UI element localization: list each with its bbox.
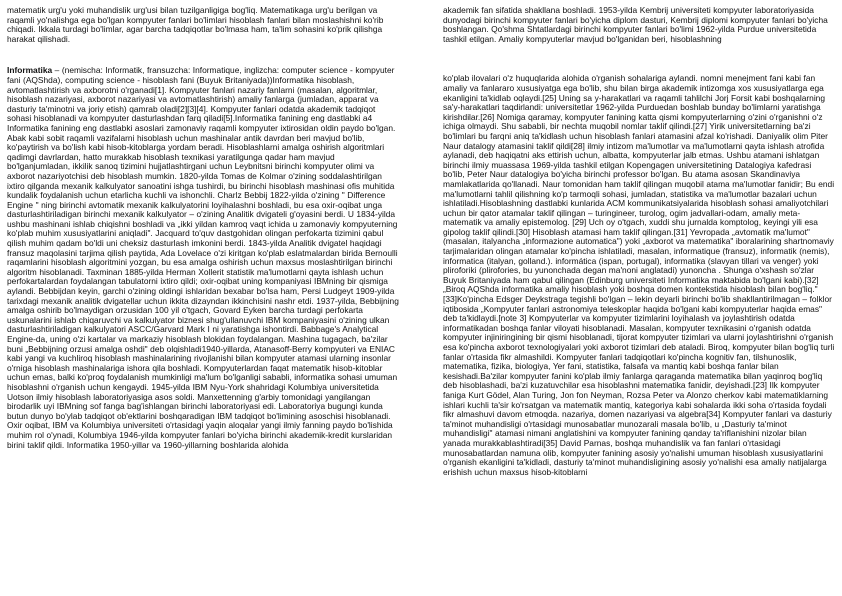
term-heading: Informatika — [7, 65, 53, 76]
right-column — [443, 6, 835, 477]
right-top-paragraph: akademik fan sifatida shakllana boshladi. 1953-yilda Kembrij universiteti kompyuter laboratoriyasida dunyodagi birinchi kompyuter fanlari bo'yicha diplom dasturi, Kembrij diplomi kompyuter fanlari bo'yicha boshlangan. Qo'shma Shtatlardagi birinchi kompyuter fanlari bo'limi 1962-yilda Purdue universitetida tashkil etilgan. Amaliy kompyuterlar mavjud bo'lganidan beri, hisoblashning — [443, 5, 828, 44]
paragraph-spacer — [443, 44, 835, 74]
intro-paragraph: matematik urg'u yoki muhandislik urg'usi bilan tuzilganligiga bog'liq. Matematikaga urg'u berilgan va raqamli yo'nalishga ega bo'lgan kompyuter fanlari bo'limlari hisoblash fanlari bilan moslashishni ko'rib chiqadi. Ikkala turdagi bo'limlar, agar barcha tadqiqotlar bo'lmasa ham, ta'lim sohasini ko'prik qilishga harakat qilishadi. — [7, 5, 384, 44]
paragraph-spacer — [7, 44, 399, 66]
informatika-body: – (nemischa: Informatik, fransuzcha: Informatique, inglizcha: computer science - kompyuter fani (AQShda), computing science - hisoblash fani (Buyuk Britaniyada))Informatika hisoblash, avtomatlashtirish va axborotni o'rganadi[1]. Kompyuter fanlari nazariy fanlarni (masalan, algoritmlar, hisoblash nazariyasi, axborot nazariyasi va avtomatlashtirish) amaliy fanlarga (jumladan, apparat va dasturiy ta'minotni va joriy etish) qamrab oladi[2][3][4]. Kompyuter fanlari odatda akademik tadqiqot sohasi hisoblanadi va kompyuter dasturlashdan farq qiladi[5].Informatika fanining eng dastlabki a4 Informatika fanining eng dastlabki asoslari zamonaviy raqamli kompyuter ixtirosidan oldin paydo bo'lgan. Abak kabi sobit raqamli vazifalarni hisoblash uchun mashinalar antik davrdan beri mavjud bo'lib, ko'paytirish va bo'lish kabi hisob-kitoblarga yordam beradi. Hisoblashlarni amalga oshirish algoritmlari qadimgi davrlardan, hatto murakkab hisoblash texnikasi yaratilgunga qadar ham mavjud bo'lganjumladan, ikkilik sanoq tizimini hujjatlashtirgani uchun Leybnitsni birinchi kompyuter olimi va axborot nazariyotchisi deb hisoblash mumkin. 1820-yilda Tomas de Kolmar o'zining soddalashtirilgan ixtiro qilganda mexanik kalkulyator sanoatini ishga tushirdi, bu birinchi hisoblash mashinasi ofis muhitida kundalik foydalanish uchun etarlicha kuchli va ishonchli. Charlz Bebbij 1822-yilda o'zining " Difference Engine " ning birinchi avtomatik mexanik kalkulyatorini loyihalashni boshladi, bu esa oxir-oqibat unga dasturlashtiriladigan birinchi mexanik kalkulyator – o'zining Analitik dvigateli g'oyasini berdi. U 1834-yilda ushbu mashinani ishlab chiqishni boshladi va „ikki yildan kamroq vaqt ichida u zamonaviy kompyuterning ko'plab muhim xususiyatlarini aniqladi". Jacquard to'quv dastgohidan olingan perfokarta tizimini qabul qilish muhim qadam bo'ldi uni cheksiz dasturlash imkonini berdi. 1843-yilda Analitik dvigatel haqidagi fransuz maqolasini tarjima qilish paytida, Ada Lovelace o'zi kiritgan ko'plab eslatmalardan birida Bernoulli raqamlarini hisoblash algoritmini yozgan, bu esa amalga oshirish uchun maxsus moslashtirilgan birinchi algoritm hisoblanadi. Taxminan 1885-yilda Herman Xollerit statistik ma'lumotlarni qayta ishlash uchun perfokartalardan foydalangan tabulatorni ixtiro qildi; oxir-oqibat uning kompaniyasi IBMning bir qismiga aylandi. Bebbijdan keyin, garchi o'zining oldingi ishlaridan bexabar bo'lsa ham, Persi Ludgeyt 1909-yilda tarixdagi mexanik analitik dvigatellar uchun ikkita dizayndan ikkinchisini nashr etdi. 1937-yilda, Bebbijning amalga oshirib bo'lmaydigan orzusidan 100 yil o'tgach, Govard Eyken barcha turdagi perfokarta uskunalarini ishlab chiqaruvchi va kalkulyator biznesi shug'ullanuvchi IBM kompaniyasini o'zining ulkan dasturlashtiriladigan kalkulyatori ASCC/Garvard Mark I ni yaratishga ishontirdi. Babbage's Analytical Engine-da, uning o'zi kartalar va markaziy hisoblash blokidan foydalangan. Mashina tugagach, ba'zilar buni „Bebbijning orzusi amalga oshdi" deb olqishladi1940-yillarda, Atanasoff-Berry kompyuteri va ENIAC kabi yangi va kuchliroq hisoblash mashinalarining rivojlanishi bilan kompyuter atamasi ularning insonlar o'rniga hisoblash mashinalariga ishora qila boshladi. Kompyuterlardan faqat matematik hisob-kitoblar uchun emas, balki ko'proq foydalanish mumkinligi ma'lum bo'lganligi sababli, informatika sohasi umuman hisoblashni o'rganish uchun kengaydi. 1945-yilda IBM Nyu-York shahridagi Kolumbiya universitetida Uotson ilmiy hisoblash laboratoriyasiga asos soldi. Manxettenning g'arbiy tomonidagi yangilangan birodarlik uyi IBMning sof fanga bag'ishlangan birinchi laboratoriyasi edi. Laboratoriya bugungi kunda butun dunyo bo'ylab tadqiqot ob'ektlarini boshqaradigan IBM tadqiqot bo'limining asoschisi hisoblanadi. Oxir oqibat, IBM va Kolumbiya universiteti o'rtasidagi yaqin aloqalar yangi ilmiy fanning paydo bo'lishida muhim rol o'ynadi, Kolumbiya 1946-yilda kompyuter fanlari bo'yicha birinchi akademik-kredit kurslaridan birini taklif qildi. Informatika 1950-yillar va 1960-yillarning boshlarida alohida — [7, 65, 399, 450]
informatika-paragraph — [7, 66, 399, 450]
right-main-paragraph: ko'plab ilovalari o'z huquqlarida alohida o'rganish sohalariga aylandi. nomni menejment fani kabi fan amaliy va fanlararo xususiyatga ega bo'lib, shu bilan birga akademik intizomga xos xususiyatlarga ega ekanligini ta'kidlab oqlaydi.[25] Uning sa y-harakatlari va raqamli tahlilchi Jorj Forsit kabi boshqalarning sa'y-harakatlari taqdirlandi: universitetlar 1962-yilda Purduedan boshlab bunday bo'limlarni yaratishga kirishdilar.[26] Nomiga qaramay, kompyuter fanining katta qismi kompyuterlarning o'zini o'rganishni o'z ichiga olmaydi. Shu sababli, bir nechta muqobil nomlar taklif qilindi.[27] Yirik universitetlarning ba'zi bo'limlari bu farqni aniq ta'kidlash uchun hisoblash fanlari atamasini afzal ko'rishadi. Daniyalik olim Piter Naur datalogy atamasini taklif qildi[28] ilmiy intizom ma'lumotlar va ma'lumotlarni qayta ishlash atrofida aylanadi, deb haqiqatni aks ettirish uchun, albatta, kompyuterlar jalb etmas. Ushbu atamani ishlatgan birinchi ilmiy muassasa 1969-yilda tashkil etilgan Kopengagen universitetining Datalogiya kafedrasi bo'lib, Peter Naur datalogiya bo'yicha birinchi professor bo'lgan. Bu atama asosan Skandinaviya mamlakatlarida qo'llanadi. Naur tomonidan ham taklif qilingan muqobil atama ma'lumotlar fanidir; Bu endi ma'lumotlarni tahlil qilishning ko'p tarmoqli sohasi, jumladan, statistika va ma'lumotlar bazalari uchun ishlatiladi.Hisoblashning dastlabki kunlarida ACM kommunikatsiyalarida hisoblash sohasi amaliyotchilari uchun bir qator atamalar taklif qilingan – turingineer, turolog, ogim jadvallari-odam, amaliy meta-matematik va amaliy epistemolog. [29] Uch oy o'tgach, xuddi shu jurnalda komptolog, keyingi yili esa gipolog taklif qilindi.[30] Hisoblash atamasi ham taklif qilingan.[31] Yevropada „avtomatik ma'lumot" (masalan, italyancha „informazione automatica") yoki „axborot va matematika" iboralarining shartnomaviy tarjimalaridan olingan atamalar ko'pincha ishlatiladi, masalan, informatique (fransuz), informatik (nemis), informatica (italyan, golland.). informática (ispan, portugal), informatika (slavyan tillari va venger) yoki pliroforiki (plirofories, bu yunonchada degan ma'noni anglatadi) yunoncha . Shunga o'xshash so'zlar Buyuk Britaniyada ham qabul qilingan (Edinburg universiteti Informatika maktabida bo'lgani kabi).[32] „Biroq AQShda informatika amaliy hisoblash yoki boshqa domen kontekstida hisoblash bilan bog'liq."[33]Ko'pincha Edsger Deykstraga tegishli bo'lgan – lekin deyarli birinchi bo'lib shakllantirilmagan – folklor iqtibosida „Kompyuter fanlari astronomiya teleskoplar haqida bo'lgani kabi kompyuterlar haqida emas" deb ta'kidlaydi.[note 3] Kompyuterlar va kompyuter tizimlarini loyihalash va joylashtirish odatda informatikadan boshqa fanlar viloyati hisoblanadi. Masalan, kompyuter texnikasini o'rganish odatda kompyuter injiniringining bir qismi hisoblanadi, tijorat kompyuter tizimlari va ularni joylashtirishni o'rganish esa ko'pincha axborot texnologiyalari yoki axborot tizimlari deb ataladi. Biroq, kompyuter bilan bog'liq turli fanlar o'rtasida fikr almashildi. Kompyuter fanlari tadqiqotlari ko'pincha kognitiv fan, tilshunoslik, matematika, fizika, biologiya, Yer fani, statistika, falsafa va mantiq kabi boshqa fanlar bilan kesishadi.Ba'zilar kompyuter fanini ko'plab ilmiy fanlarga qaraganda matematika bilan yaqinroq bog'liq deb hisoblashadi, ba'zi kuzatuvchilar esa hisoblashni matematika fanidir, deyishadi.[23] Ilk kompyuter faniga Kurt Gödel, Alan Turing, Jon fon Neyman, Rozsa Peter va Alonzo cherkov kabi matematiklarning ishlari kuchli ta'sir ko'rsatgan va matematik mantiq, kategoriya kabi sohalarda ikki soha o'rtasida foydali fikr almashuvi davom etmoqda. nazariya, domen nazariyasi va algebra[34] Kompyuter fanlari va dasturiy ta'minot muhandisligi o'rtasidagi munosabatlar munozarali masala bo'lib, u „Dasturiy ta'minot muhandisligi" atamasi nimani anglatishini va kompyuter fanining qanday ta'riflanishini nizolar bilan yanada murakkablashtiradi[35] David Parnas, boshqa muhandislik va fan fanlari o'rtasidagi munosabatlardan namuna olib, kompyuter fanining asosiy yo'nalishi umuman hisoblash xususiyatlarini o'rganish ekanligini ta'kidladi, dasturiy ta'minot muhandisligining asosiy yo'nalishi esa amaliy natijalarga erishish uchun maxsus hisob-kitoblarni — [443, 73, 835, 477]
left-column — [7, 6, 399, 450]
